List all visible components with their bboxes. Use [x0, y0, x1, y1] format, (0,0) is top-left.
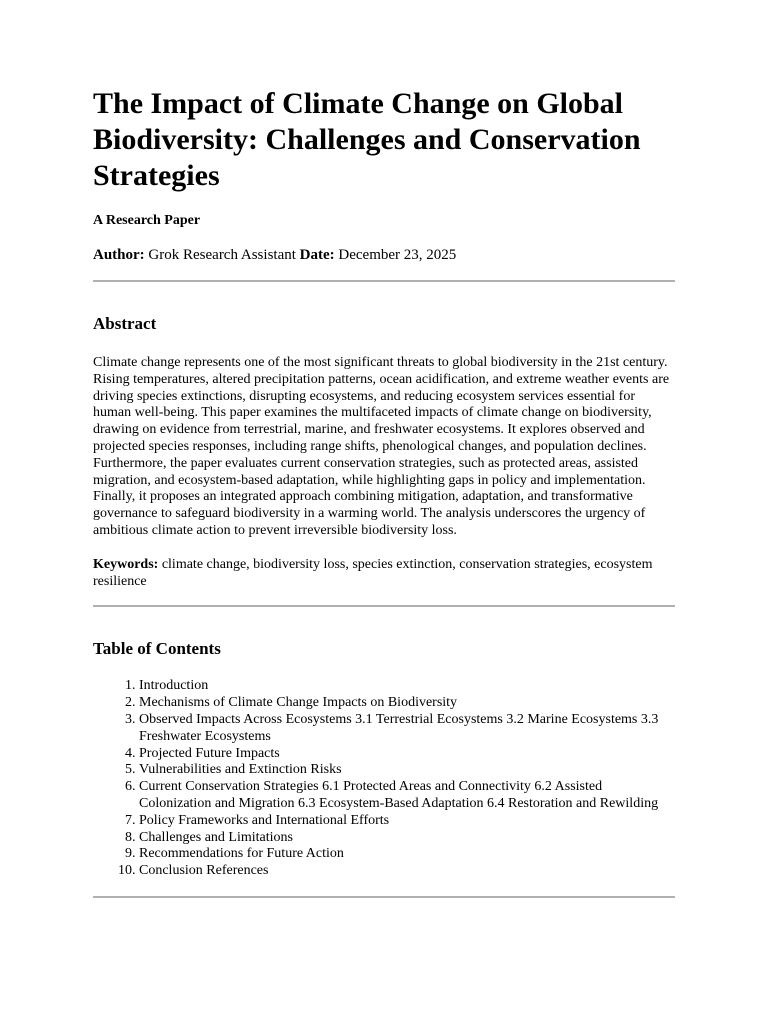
date-label: Date: [299, 247, 335, 263]
toc-item: 8. Challenges and Limitations [139, 830, 675, 847]
paper-date: December 23, 2025 [338, 247, 457, 263]
abstract-body: Climate change represents one of the most significant threats to global biodiversity in the 21st century. Rising temperatures, altered precipitation patterns, ocean acidification, and extreme weather events are driving species extinctions, disrupting ecosystems, and reducing ecosystem services essential for human well-being. This paper examines the multifaceted impacts of climate change on biodiversity, drawing on evidence from terrestrial, marine, and freshwater ecosystems. It explores observed and projected species responses, including range shifts, phenological changes, and population declines. Furthermore, the paper evaluates current conservation strategies, such as protected areas, assisted migration, and ecosystem-based adaptation, while highlighting gaps in policy and implementation. Finally, it proposes an integrated approach combining mitigation, adaptation, and transformative governance to safeguard biodiversity in a warming world. The analysis underscores the urgency of ambitious climate action to prevent irreversible biodiversity loss. [93, 355, 670, 538]
toc-item: 7. Policy Frameworks and International Efforts [139, 813, 675, 830]
divider [93, 280, 675, 282]
keywords-label: Keywords: [93, 556, 159, 572]
toc-item: 3. Observed Impacts Across Ecosystems 3.1 Terrestrial Ecosystems 3.2 Marine Ecosystems 3.3 Freshwater Ecosystems [139, 712, 675, 746]
author-label: Author: [93, 247, 145, 263]
author-name: Grok Research Assistant [148, 247, 296, 263]
toc-item: 9. Recommendations for Future Action [139, 846, 675, 863]
toc-item: 10. Conclusion References [139, 863, 675, 880]
paper-subtitle: A Research Paper [93, 213, 201, 228]
toc-list [93, 678, 675, 880]
toc-item: 5. Vulnerabilities and Extinction Risks [139, 762, 675, 779]
divider [93, 896, 675, 898]
paper-title: The Impact of Climate Change on Global Biodiversity: Challenges and Conservation Strategies [93, 87, 641, 192]
toc-item: 1. Introduction [139, 678, 675, 695]
keywords-text: climate change, biodiversity loss, species extinction, conservation strategies, ecosystem resilience [93, 556, 653, 589]
toc-heading: Table of Contents [93, 639, 221, 659]
paper-meta [93, 246, 675, 264]
toc-item: 4. Projected Future Impacts [139, 746, 675, 763]
divider [93, 605, 675, 607]
abstract-heading: Abstract [93, 314, 157, 333]
keywords [93, 557, 675, 591]
toc-item: 6. Current Conservation Strategies 6.1 Protected Areas and Connectivity 6.2 Assisted Colonization and Migration 6.3 Ecosystem-Based Adaptation 6.4 Restoration and Rewilding [139, 779, 675, 813]
toc-item: 2. Mechanisms of Climate Change Impacts on Biodiversity [139, 695, 675, 712]
